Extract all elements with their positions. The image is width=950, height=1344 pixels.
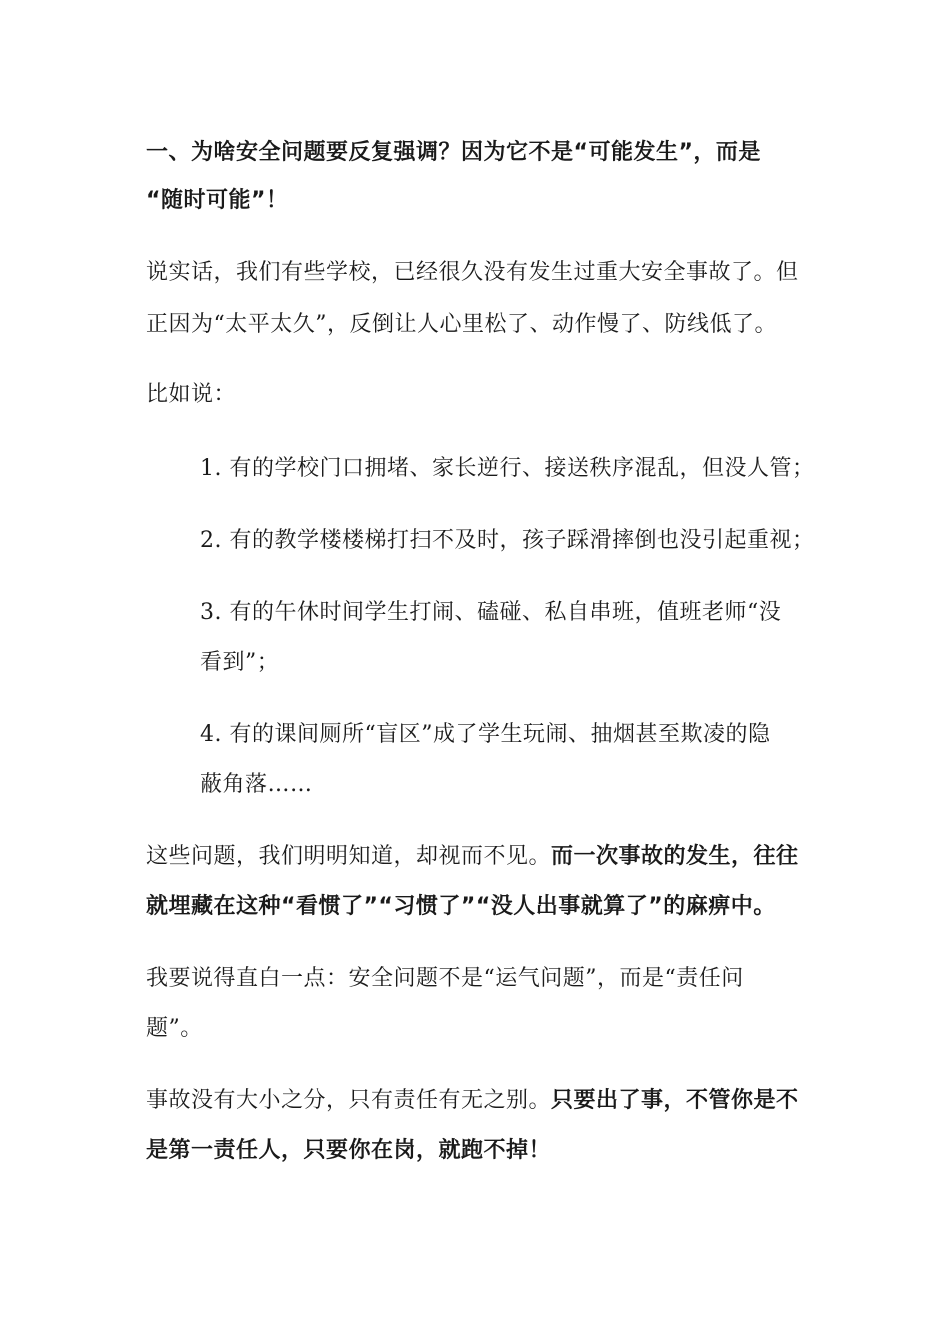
problems-line-1 [146,842,799,872]
example-lead: 比如说： [146,382,237,407]
problems-bold-text: 而一次事故的发生，往往 [551,844,799,869]
accident-line-2: 是第一责任人，只要你在岗，就跑不掉！ [146,1138,552,1163]
accident-bold-text: 只要出了事，不管你是不 [551,1088,799,1113]
section-heading-line-1: 一、为啥安全问题要反复强调？因为它不是“可能发生”，而是 [146,140,761,165]
problems-normal-text: 这些问题，我们明明知道，却视而不见。 [146,844,552,869]
accident-normal-text: 事故没有大小之分，只有责任有无之别。 [146,1088,552,1113]
problems-line-2: 就埋藏在这种“看惯了”“习惯了”“没人出事就算了”的麻痹中。 [146,894,776,919]
list-item-1: 1. 有的学校门口拥堵、家长逆行、接送秩序混乱，但没人管； [200,456,815,481]
intro-line-1: 说实话，我们有些学校，已经很久没有发生过重大安全事故了。但 [146,260,799,285]
responsibility-line-1: 我要说得直白一点：安全问题不是“运气问题”，而是“责任问 [146,966,744,991]
list-item-2: 2. 有的教学楼楼梯打扫不及时，孩子踩滑摔倒也没引起重视； [200,528,815,553]
accident-line-1 [146,1086,799,1116]
list-item-3-line-1: 3. 有的午休时间学生打闹、磕碰、私自串班，值班老师“没 [200,600,782,625]
section-heading-line-2: “随时可能”！ [146,188,289,213]
intro-line-2: 正因为“太平太久”，反倒让人心里松了、动作慢了、防线低了。 [146,312,777,337]
list-item-4-line-1: 4. 有的课间厕所“盲区”成了学生玩闹、抽烟甚至欺凌的隐 [200,722,771,747]
list-item-4-line-2: 蔽角落…… [200,772,313,797]
list-item-3-line-2: 看到”； [200,650,280,675]
responsibility-line-2: 题”。 [146,1016,203,1041]
